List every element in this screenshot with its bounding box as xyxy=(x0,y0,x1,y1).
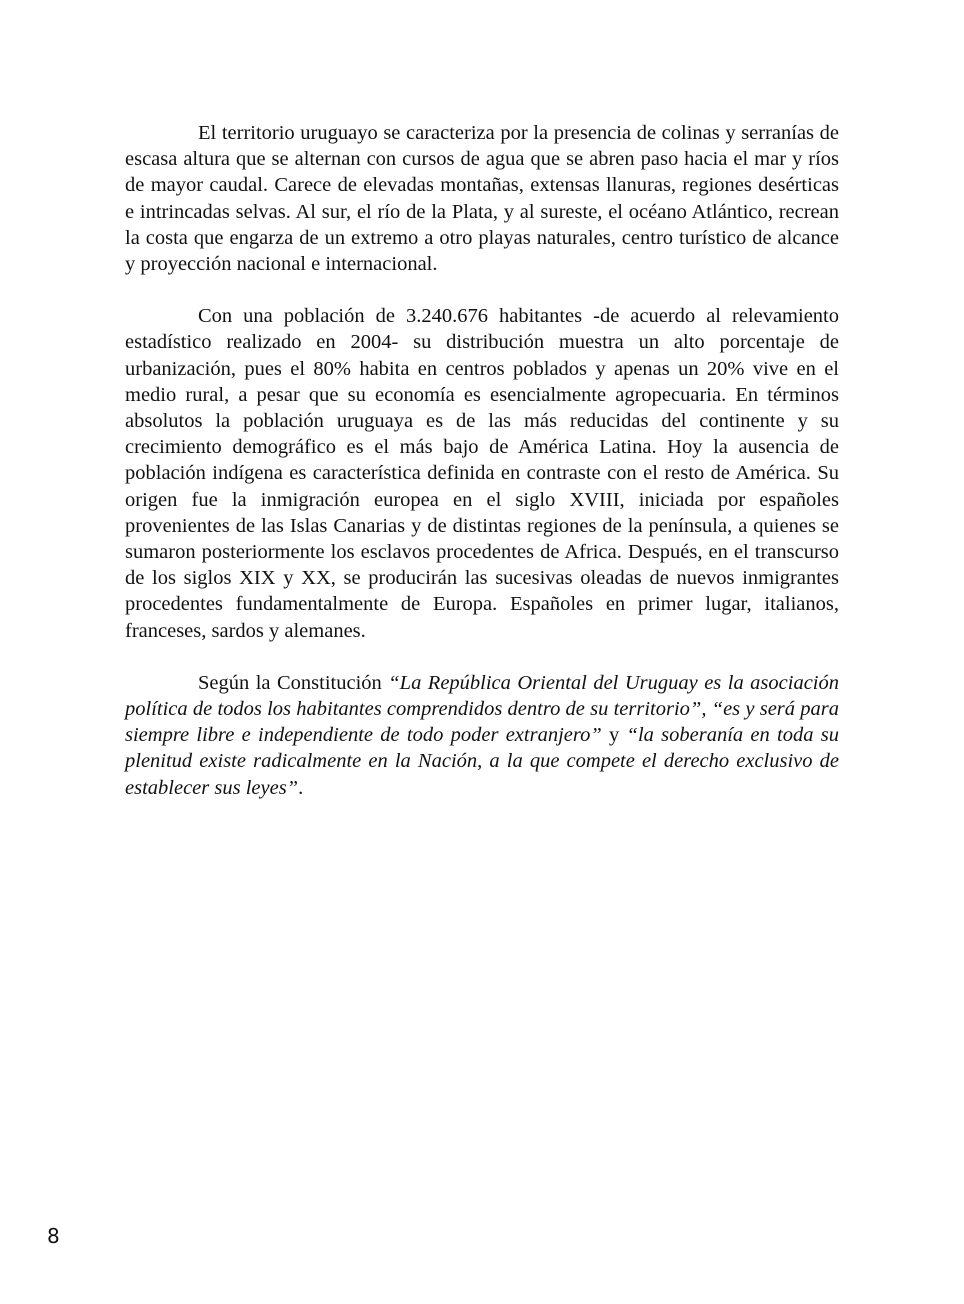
constitution-end: . xyxy=(298,776,304,799)
paragraph-constitution xyxy=(125,670,839,801)
constitution-quote-2: “la soberanía en toda su plenitud existe radicalmente en la Nación, a la que compete el derecho exclusivo de establecer sus leyes” xyxy=(125,724,840,799)
constitution-intro: Según la Constitución xyxy=(198,671,389,694)
page-body xyxy=(125,120,839,827)
paragraph-population: Con una población de 3.240.676 habitantes -de acuerdo al relevamiento estadístico realizado en 2004- su distribución muestra un alto porcentaje de urbanización, pues el 80% habita en centros poblados y apenas un 20% vive en el medio rural, a pesar que su economía es esencialmente agropecuaria. En términos absolutos la población uruguaya es de las más reducidas del continente y su crecimiento demográfico es el más bajo de América Latina. Hoy la ausencia de población indígena es característica definida en contraste con el resto de América. Su origen fue la inmigración europea en el siglo XVIII, iniciada por españoles provenientes de las Islas Canarias y de distintas regiones de la península, a quienes se sumaron posteriormente los esclavos procedentes de Africa. Después, en el transcurso de los siglos XIX y XX, se producirán las sucesivas oleadas de nuevos inmigrantes procedentes fundamentalmente de Europa. Españoles en primer lugar, italianos, franceses, sardos y alemanes. xyxy=(125,305,839,642)
paragraph-territory: El territorio uruguayo se caracteriza por la presencia de colinas y serranías de escasa altura que se alternan con cursos de agua que se abren paso hacia el mar y ríos de mayor caudal. Carece de elevadas montañas, extensas llanuras, regiones desérticas e intrincadas selvas. Al sur, el río de la Plata, y al sureste, el océano Atlántico, recrean la costa que engarza de un extremo a otro playas naturales, centro turístico de alcance y proyección nacional e internacional. xyxy=(125,122,839,276)
constitution-quote-1: “La República Oriental del Uruguay es la asociación política de todos los habitantes comprendidos dentro de su territorio”, “es y será para siempre libre e independiente de todo poder extranjero” xyxy=(125,671,839,747)
page-number: 8 xyxy=(47,1224,60,1248)
constitution-connector: y xyxy=(601,724,627,747)
